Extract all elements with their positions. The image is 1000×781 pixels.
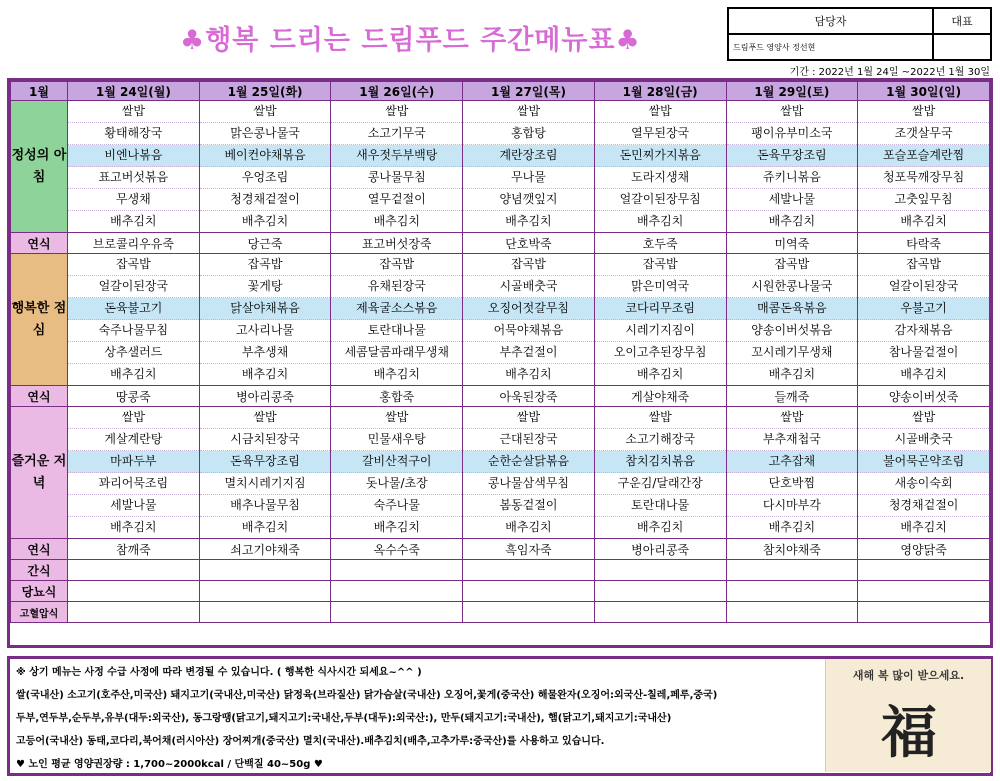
menu-item: 쌀밥 (200, 101, 331, 123)
empty-cell (199, 602, 331, 623)
snack-cell: 타락죽 (858, 233, 990, 254)
dinner-cell (463, 407, 595, 539)
menu-item: 시원한콩나물국 (727, 276, 858, 298)
menu-item: 참나물겉절이 (858, 342, 989, 364)
menu-item: 새우젓두부백탕 (331, 145, 462, 167)
menu-item: 부추겉절이 (463, 342, 594, 364)
menu-item: 배추김치 (768, 214, 816, 228)
lunch-cell (68, 254, 200, 386)
menu-item: 봄동겉절이 (463, 495, 594, 517)
empty-cell (68, 560, 200, 581)
menu-item: 다시마부각 (727, 495, 858, 517)
dinner-cell (68, 407, 200, 539)
menu-item: 돗나물/초장 (331, 473, 462, 495)
menu-item: 참치김치볶음 (595, 451, 726, 473)
menu-item: 잡곡밥 (68, 254, 199, 276)
menu-item: 배추김치 (768, 520, 816, 534)
empty-cell (858, 602, 990, 623)
menu-item: 배추김치 (373, 520, 420, 534)
empty-cell (594, 560, 726, 581)
menu-item: 쌀밥 (595, 407, 726, 429)
empty-cell (199, 581, 331, 602)
breakfast-cell (331, 101, 463, 233)
menu-item: 쌀밥 (68, 407, 199, 429)
dinner-cell (594, 407, 726, 539)
header-cell: 1월 24일(월) (68, 82, 200, 101)
ceo-header: 대표 (933, 8, 991, 34)
snack-cell: 땅콩죽 (68, 386, 200, 407)
note-line: ※ 상기 메뉴는 사정 수급 사정에 따라 변경될 수 있습니다. ( 행복한 식사시간 되세요~^^ ) (16, 667, 422, 678)
menu-item: 우엉조림 (200, 167, 331, 189)
empty-cell (726, 581, 858, 602)
menu-item: 배추김치 (373, 367, 420, 381)
empty-cell (331, 581, 463, 602)
menu-item: 세발나물 (68, 495, 199, 517)
kan-label: 간식 (11, 560, 68, 581)
dang-label: 당뇨식 (11, 581, 68, 602)
menu-item: 비엔나볶음 (68, 145, 199, 167)
note-line: ♥ 노인 평균 영양권장량 : 1,700~2000kcal / 단백질 40~50g ♥ (16, 759, 323, 770)
menu-item: 상추샐러드 (68, 342, 199, 364)
note-line: 두부,연두부,순두부,유부(대두:외국산), 동그랑땡(닭고기,돼지고기:국내산,두부(대두):외국산:), 만두(돼지고기:국내산), 햄(닭고기,돼지고기:국내산) (16, 713, 672, 724)
menu-item: 단호박찜 (727, 473, 858, 495)
menu-item: 배추김치 (110, 520, 157, 534)
header-cell: 1월 30일(일) (858, 82, 990, 101)
menu-item: 청포묵깨장무침 (858, 167, 989, 189)
menu-item: 고춧잎무침 (858, 189, 989, 211)
snack-cell: 표고버섯장죽 (331, 233, 463, 254)
snack-cell: 들깨죽 (726, 386, 858, 407)
menu-item: 배추나물무침 (200, 495, 331, 517)
empty-cell (726, 602, 858, 623)
menu-item: 토란대나물 (595, 495, 726, 517)
menu-item: 감자채볶음 (858, 320, 989, 342)
menu-item: 꼬시레기무생채 (727, 342, 858, 364)
menu-item: 맑은콩나물국 (200, 123, 331, 145)
snack-cell: 흑임자죽 (463, 539, 595, 560)
empty-cell (199, 560, 331, 581)
menu-item: 민물새우탕 (331, 429, 462, 451)
snack-label: 연식 (11, 539, 68, 560)
snack-cell: 홍합죽 (331, 386, 463, 407)
menu-item: 토란대나물 (331, 320, 462, 342)
dinner-label: 즐거운 저녁 (11, 407, 68, 539)
header-cell: 1월 26일(수) (331, 82, 463, 101)
snack-cell: 병아리콩죽 (199, 386, 331, 407)
lunch-cell (463, 254, 595, 386)
breakfast-cell (199, 101, 331, 233)
empty-cell (858, 560, 990, 581)
menu-item: 돈육불고기 (68, 298, 199, 320)
menu-item: 얼갈이된장국 (68, 276, 199, 298)
empty-cell (68, 581, 200, 602)
menu-item: 맑은미역국 (595, 276, 726, 298)
lunch-cell (726, 254, 858, 386)
snack-cell: 미역죽 (726, 233, 858, 254)
menu-item: 배추김치 (636, 367, 684, 381)
manager-name: 드림푸드 영양사 정선현 (728, 34, 933, 60)
header-cell: 1월 28일(금) (594, 82, 726, 101)
empty-cell (331, 560, 463, 581)
menu-item: 돈육무장조림 (200, 451, 331, 473)
lunch-cell (331, 254, 463, 386)
menu-item: 배추김치 (636, 520, 684, 534)
menu-item: 쥬키니볶음 (727, 167, 858, 189)
menu-item: 순한순살닭볶음 (463, 451, 594, 473)
menu-item: 고사리나물 (200, 320, 331, 342)
menu-item: 돈육무장조림 (727, 145, 858, 167)
menu-item: 소고기무국 (331, 123, 462, 145)
menu-item: 배추김치 (636, 214, 684, 228)
high-label: 고혈압식 (11, 602, 68, 623)
menu-item: 잡곡밥 (331, 254, 462, 276)
page-title: ♣행복 드리는 드림푸드 주간메뉴표♣ (180, 25, 641, 56)
menu-item: 어묵야채볶음 (463, 320, 594, 342)
menu-item: 양념깻잎지 (463, 189, 594, 211)
header-cell: 1월 25일(화) (199, 82, 331, 101)
snack-cell: 호두죽 (594, 233, 726, 254)
header-cell: 1월 (11, 82, 68, 101)
menu-item: 홍합탕 (463, 123, 594, 145)
banner-text: 새해 복 많이 받으세요. (852, 669, 965, 682)
menu-item: 매콤돈육볶음 (727, 298, 858, 320)
snack-cell: 쇠고기야채죽 (199, 539, 331, 560)
note-line: 고등어(국내산) 동태,코다리,북어채(러시아산) 장어찌개(중국산) 멸치(국내산).배추김치(배추,고추가루:중국산)를 사용하고 있습니다. (16, 736, 605, 747)
dinner-cell (331, 407, 463, 539)
menu-item: 잡곡밥 (463, 254, 594, 276)
snack-cell: 당근죽 (199, 233, 331, 254)
snack-cell: 양송이버섯죽 (858, 386, 990, 407)
menu-item: 쌀밥 (200, 407, 331, 429)
menu-item: 쌀밥 (858, 407, 989, 429)
header-cell: 1월 29일(토) (726, 82, 858, 101)
menu-item: 게살계란탕 (68, 429, 199, 451)
header-cell: 1월 27일(목) (463, 82, 595, 101)
breakfast-cell (858, 101, 990, 233)
menu-item: 쌀밥 (463, 407, 594, 429)
breakfast-cell (463, 101, 595, 233)
menu-item: 황태해장국 (68, 123, 199, 145)
menu-item: 계란장조림 (463, 145, 594, 167)
menu-item: 무나물 (463, 167, 594, 189)
menu-item: 부추재첩국 (727, 429, 858, 451)
empty-cell (594, 581, 726, 602)
menu-item: 표고버섯볶음 (68, 167, 199, 189)
breakfast-cell (726, 101, 858, 233)
lunch-cell (594, 254, 726, 386)
menu-item: 배추김치 (241, 367, 289, 381)
snack-label: 연식 (11, 233, 68, 254)
menu-item: 시금치된장국 (200, 429, 331, 451)
snack-cell: 아욱된장죽 (463, 386, 595, 407)
weekly-menu-table (10, 81, 990, 623)
menu-item: 배추김치 (241, 520, 289, 534)
empty-cell (594, 602, 726, 623)
lunch-label: 행복한 점심 (11, 254, 68, 386)
menu-item: 포슬포슬계란찜 (858, 145, 989, 167)
dinner-cell (726, 407, 858, 539)
menu-item: 배추김치 (110, 214, 157, 228)
menu-item: 무생채 (68, 189, 199, 211)
menu-item: 배추김치 (900, 520, 947, 534)
snack-cell: 옥수수죽 (331, 539, 463, 560)
menu-item: 시골배춧국 (463, 276, 594, 298)
menu-item: 배추김치 (505, 367, 552, 381)
menu-item: 새송이숙회 (858, 473, 989, 495)
menu-item: 열무겉절이 (331, 189, 462, 211)
snack-label: 연식 (11, 386, 68, 407)
lunch-cell (858, 254, 990, 386)
menu-item: 쌀밥 (331, 101, 462, 123)
empty-cell (463, 560, 595, 581)
menu-period: 기간 : 2022년 1월 24일 ~2022년 1월 30일 (789, 67, 990, 78)
menu-item: 우불고기 (858, 298, 989, 320)
menu-item: 오이고추된장무침 (595, 342, 726, 364)
menu-item: 배추김치 (241, 214, 289, 228)
menu-item: 잡곡밥 (858, 254, 989, 276)
menu-item: 조갯살무국 (858, 123, 989, 145)
menu-item: 베이컨야채볶음 (200, 145, 331, 167)
menu-item: 쌀밥 (463, 101, 594, 123)
menu-item: 청경채겉절이 (858, 495, 989, 517)
dinner-cell (858, 407, 990, 539)
breakfast-cell (594, 101, 726, 233)
menu-item: 닭살야채볶음 (200, 298, 331, 320)
menu-item: 부추생채 (200, 342, 331, 364)
menu-item: 콩나물무침 (331, 167, 462, 189)
approval-box (727, 7, 992, 61)
menu-item: 열무된장국 (595, 123, 726, 145)
manager-header: 담당자 (728, 8, 933, 34)
menu-item: 배추김치 (768, 367, 816, 381)
snack-cell: 참치야채죽 (726, 539, 858, 560)
note-line: 쌀(국내산) 소고기(호주산,미국산) 돼지고기(국내산,미국산) 닭정육(브라질산) 닭가슴살(국내산) 오징어,꽃게(중국산) 해물완자(오징어:외국산-칠레,페루,중국) (16, 690, 718, 701)
menu-item: 제육굴소스볶음 (331, 298, 462, 320)
new-year-banner (825, 659, 991, 772)
menu-item: 양송이버섯볶음 (727, 320, 858, 342)
menu-item: 꽈리어묵조림 (68, 473, 199, 495)
menu-item: 배추김치 (900, 214, 947, 228)
menu-item: 잡곡밥 (200, 254, 331, 276)
breakfast-label: 정성의 아침 (11, 101, 68, 233)
snack-cell: 단호박죽 (463, 233, 595, 254)
menu-item: 멸치시레기지짐 (200, 473, 331, 495)
menu-item: 쌀밥 (727, 407, 858, 429)
snack-cell: 병아리콩죽 (594, 539, 726, 560)
menu-item: 얼갈이된장국 (858, 276, 989, 298)
menu-item: 배추김치 (373, 214, 420, 228)
menu-item: 쌀밥 (595, 101, 726, 123)
menu-item: 숙주나물 (331, 495, 462, 517)
menu-item: 근대된장국 (463, 429, 594, 451)
menu-item: 팽이유부미소국 (727, 123, 858, 145)
menu-item: 도라지생채 (595, 167, 726, 189)
menu-item: 돈민찌가지볶음 (595, 145, 726, 167)
menu-item: 쌀밥 (68, 101, 199, 123)
menu-item: 꽃게탕 (200, 276, 331, 298)
menu-item: 시레기지짐이 (595, 320, 726, 342)
lunch-cell (199, 254, 331, 386)
snack-cell: 참깨죽 (68, 539, 200, 560)
menu-item: 갈비산적구이 (331, 451, 462, 473)
fortune-glyph: 福 (881, 700, 937, 766)
empty-cell (463, 581, 595, 602)
snack-cell: 게살야채죽 (594, 386, 726, 407)
empty-cell (68, 602, 200, 623)
menu-item: 마파두부 (68, 451, 199, 473)
menu-item: 배추김치 (900, 367, 947, 381)
breakfast-cell (68, 101, 200, 233)
menu-item: 오징어젓갈무침 (463, 298, 594, 320)
menu-item: 시골배춧국 (858, 429, 989, 451)
menu-item: 잡곡밥 (727, 254, 858, 276)
menu-item: 코다리무조림 (595, 298, 726, 320)
menu-item: 콩나물삼색무침 (463, 473, 594, 495)
menu-item: 소고기해장국 (595, 429, 726, 451)
menu-item: 세발나물 (727, 189, 858, 211)
menu-item: 고추잡채 (727, 451, 858, 473)
menu-item: 배추김치 (505, 214, 552, 228)
ceo-signature (933, 34, 991, 60)
snack-cell: 영양닭죽 (858, 539, 990, 560)
menu-item: 잡곡밥 (595, 254, 726, 276)
menu-item: 배추김치 (505, 520, 552, 534)
menu-item: 구운김/달래간장 (595, 473, 726, 495)
empty-cell (726, 560, 858, 581)
menu-item: 청경채겉절이 (200, 189, 331, 211)
empty-cell (331, 602, 463, 623)
empty-cell (858, 581, 990, 602)
empty-cell (463, 602, 595, 623)
menu-item: 얼갈이된장무침 (595, 189, 726, 211)
menu-item: 쌀밥 (331, 407, 462, 429)
menu-item: 쌀밥 (858, 101, 989, 123)
menu-item: 쌀밥 (727, 101, 858, 123)
menu-item: 불어묵곤약조림 (858, 451, 989, 473)
menu-item: 유채된장국 (331, 276, 462, 298)
menu-item: 세콤달콤파래무생채 (331, 342, 462, 364)
menu-item: 배추김치 (110, 367, 157, 381)
menu-item: 숙주나물무침 (68, 320, 199, 342)
dinner-cell (199, 407, 331, 539)
snack-cell: 브로콜리우유죽 (68, 233, 200, 254)
